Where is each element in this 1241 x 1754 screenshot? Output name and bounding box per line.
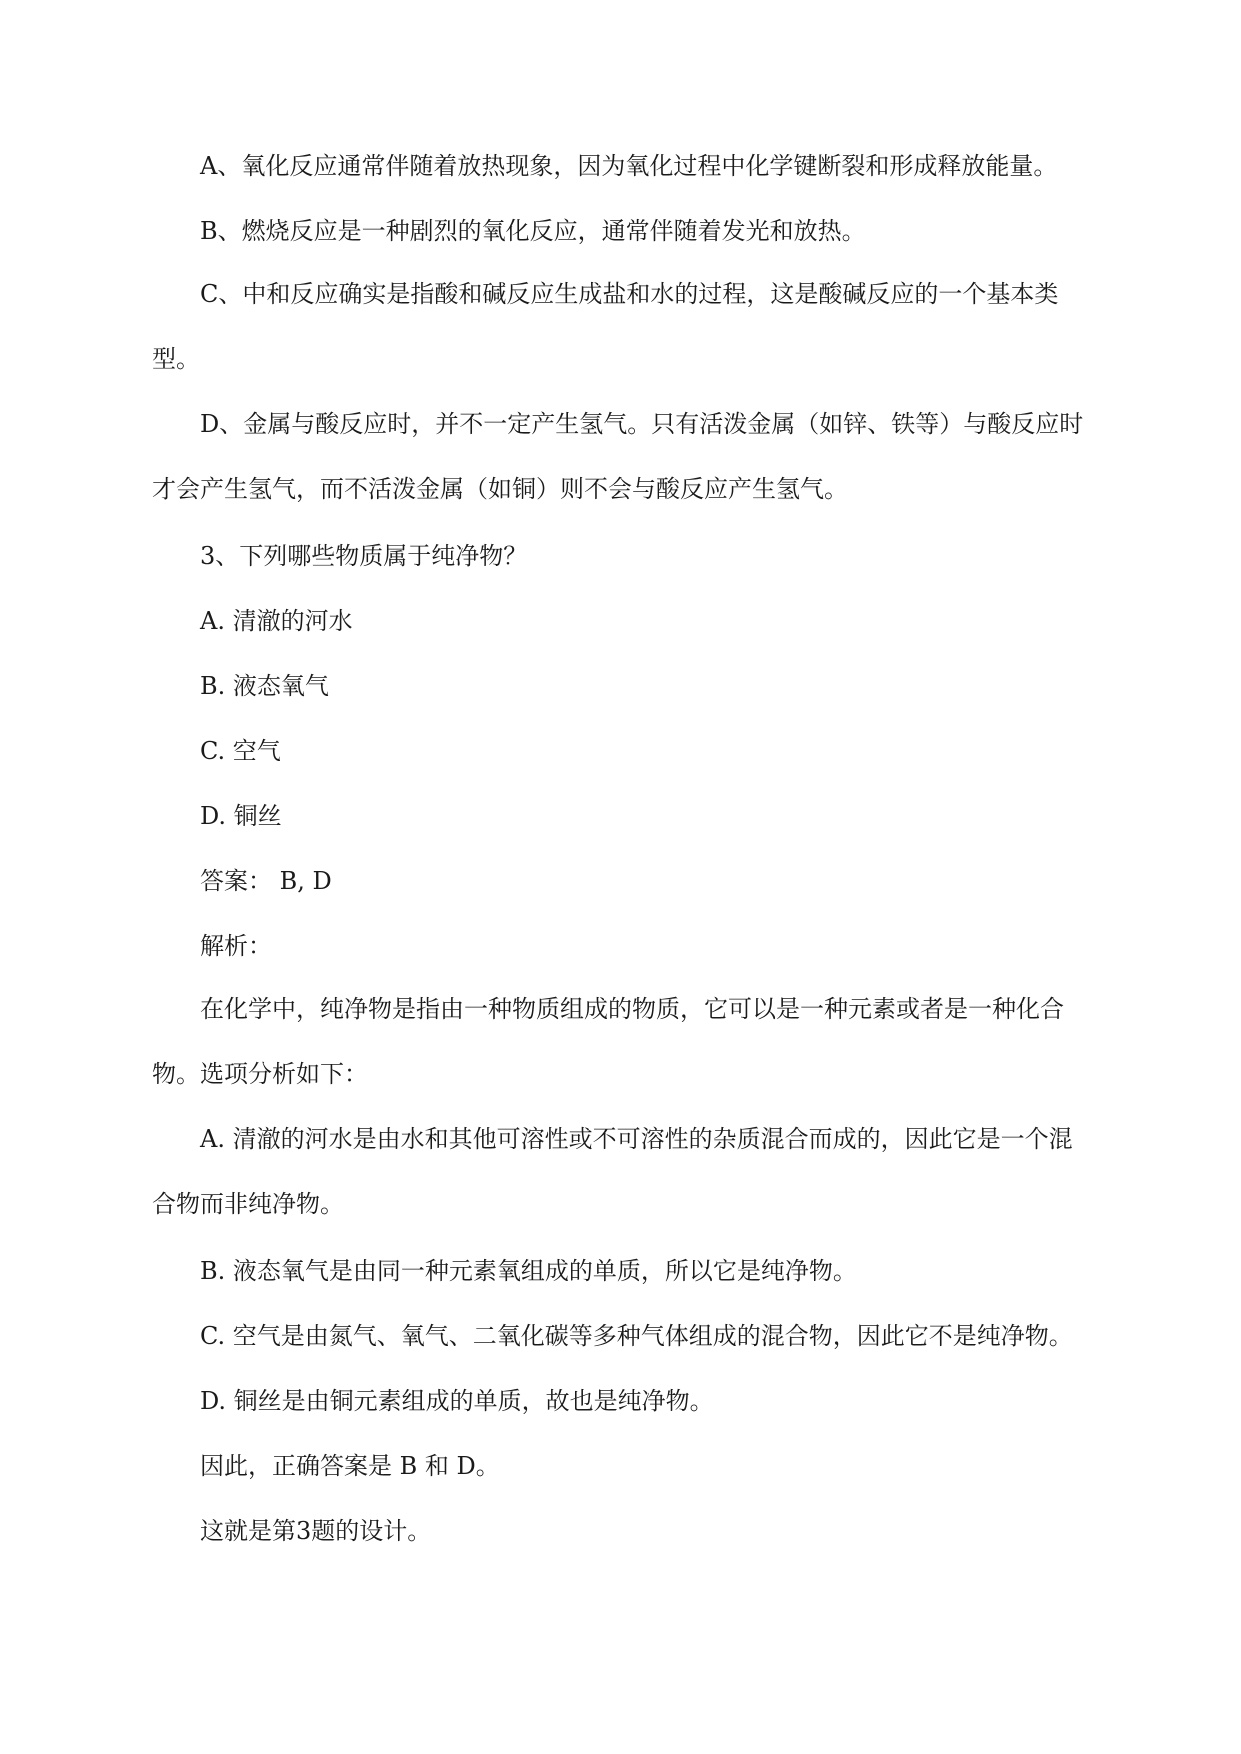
- analysis-heading: 解析：: [200, 932, 272, 960]
- question-3-option-a: A. 清澈的河水: [200, 607, 353, 635]
- question-3-option-d: D. 铜丝: [200, 802, 282, 830]
- question-3-option-c: C. 空气: [200, 737, 281, 765]
- question-3-option-b: B. 液态氧气: [200, 672, 329, 700]
- analysis-option-a: A. 清澈的河水是由水和其他可溶性或不可溶性的杂质混合而成的，因此它是一个混合物而非纯净物。: [152, 1125, 1073, 1218]
- paragraph-option-d-explanation: D、金属与酸反应时，并不一定产生氢气。只有活泼金属（如锌、铁等）与酸反应时才会产生氢气，而不活泼金属（如铜）则不会与酸反应产生氢气。: [152, 410, 1084, 503]
- question-3-title: 3、下列哪些物质属于纯净物？: [200, 542, 528, 570]
- paragraph-option-b-explanation: B、燃烧反应是一种剧烈的氧化反应，通常伴随着发光和放热。: [200, 217, 866, 245]
- conclusion-line: 因此，正确答案是 B 和 D。: [200, 1452, 500, 1480]
- answer-line: 答案： B, D: [200, 867, 332, 895]
- paragraph-option-c-explanation: C、中和反应确实是指酸和碱反应生成盐和水的过程，这是酸碱反应的一个基本类型。: [152, 280, 1059, 373]
- analysis-intro: 在化学中，纯净物是指由一种物质组成的物质，它可以是一种元素或者是一种化合物。选项分析如下：: [152, 995, 1064, 1088]
- analysis-option-d: D. 铜丝是由铜元素组成的单质，故也是纯净物。: [200, 1387, 714, 1415]
- paragraph-option-a-explanation: A、氧化反应通常伴随着放热现象，因为氧化过程中化学键断裂和形成释放能量。: [200, 152, 1058, 180]
- closing-line: 这就是第3题的设计。: [200, 1517, 432, 1545]
- analysis-option-b: B. 液态氧气是由同一种元素氧组成的单质，所以它是纯净物。: [200, 1257, 857, 1285]
- analysis-option-c: C. 空气是由氮气、氧气、二氧化碳等多种气体组成的混合物，因此它不是纯净物。: [200, 1322, 1073, 1350]
